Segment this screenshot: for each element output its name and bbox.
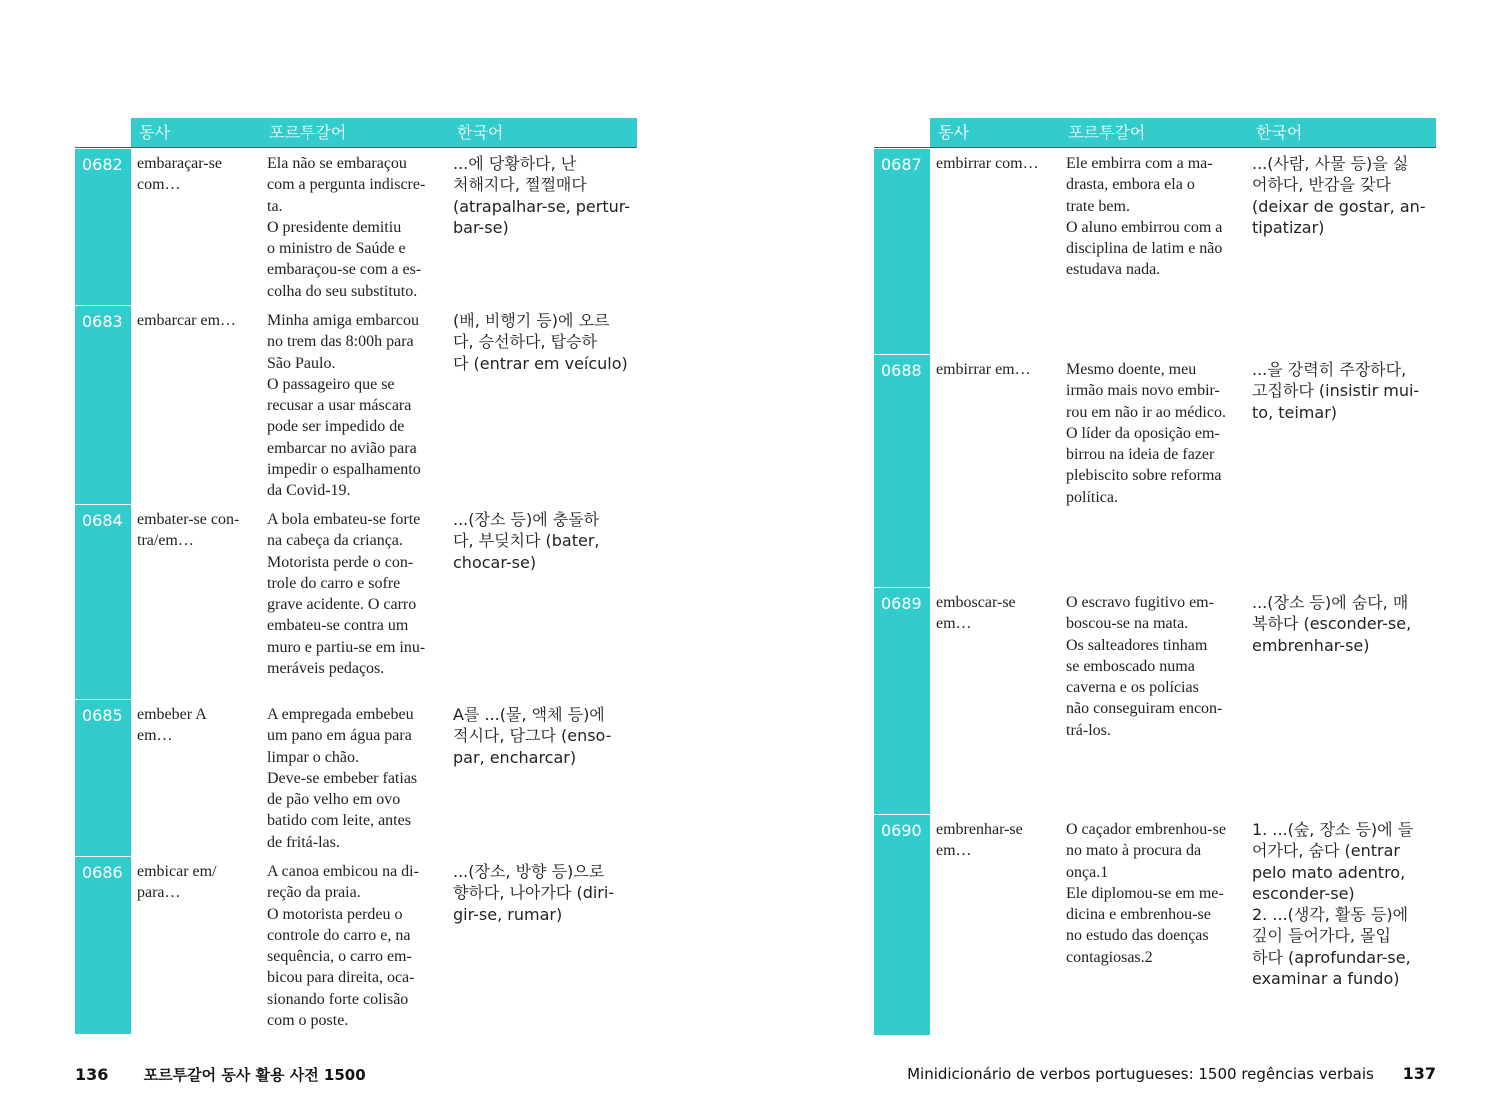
- verb-cell: [131, 856, 261, 1034]
- entry-row: [75, 699, 637, 856]
- korean-cell: [449, 305, 637, 504]
- korean-cell: [1248, 148, 1436, 354]
- example-cell-line: Minha amiga embarcou: [267, 312, 419, 329]
- example-cell: [261, 699, 449, 856]
- entry-row: [75, 148, 637, 305]
- verb-cell-line: embirrar com…: [936, 155, 1039, 172]
- korean-cell-line: (deixar de gostar, an-: [1252, 196, 1426, 216]
- example-cell-line: O passageiro que se: [267, 375, 395, 393]
- entry-row: [874, 814, 1436, 1035]
- example-cell-line: trate bem.: [1066, 197, 1130, 215]
- korean-cell-line: A를 ...(물, 액체 등)에: [453, 705, 605, 724]
- korean-cell-line: 깊이 들어가다, 몰입: [1252, 926, 1391, 946]
- header-korean: 한국어: [449, 118, 637, 147]
- example-cell: [1060, 587, 1248, 814]
- entry-row: [75, 305, 637, 504]
- example-cell-line: disciplina de latim e não: [1066, 240, 1223, 258]
- verb-cell-line: embrenhar-se: [936, 821, 1023, 838]
- entry-number: 0689: [874, 587, 930, 814]
- example-cell-line: controle do carro e, na: [267, 926, 411, 944]
- example-cell-line: bicou para direita, oca-: [267, 969, 415, 987]
- example-cell: [261, 148, 449, 305]
- example-cell-line: impedir o espalhamento: [267, 461, 421, 479]
- page-number: 136: [75, 1065, 109, 1084]
- example-cell-line: na cabeça da criança.: [267, 532, 403, 550]
- example-cell-line: O líder da oposição em-: [1066, 424, 1220, 442]
- entry-number: 0685: [75, 699, 131, 856]
- korean-cell-line: to, teimar): [1252, 402, 1338, 422]
- example-cell-line: limpar o chão.: [267, 748, 359, 766]
- example-cell-line: caverna e os polícias: [1066, 679, 1199, 697]
- entry-list: [75, 148, 637, 1034]
- entry-row: [75, 504, 637, 699]
- header-verb: 동사: [131, 118, 261, 147]
- example-cell-line: birrou na ideia de fazer: [1066, 446, 1215, 464]
- example-cell-line: grave acidente. O carro: [267, 596, 417, 614]
- korean-cell-line: gir-se, rumar): [453, 904, 563, 924]
- entry-row: [75, 856, 637, 1034]
- example-cell-line: muro e partiu-se em inu-: [267, 638, 426, 656]
- example-cell-line: Motorista perde o con-: [267, 553, 414, 571]
- korean-cell-line: esconder-se): [1252, 883, 1355, 903]
- header-verb: 동사: [930, 118, 1060, 147]
- korean-cell-line: 다 (entrar em veículo): [453, 353, 628, 373]
- verb-cell-line: com…: [137, 176, 181, 194]
- example-cell-line: com a pergunta indiscre-: [267, 176, 426, 194]
- korean-cell-line: 적시다, 담그다 (enso-: [453, 726, 612, 746]
- korean-cell-line: 1. ...(숲, 장소 등)에 들: [1252, 820, 1414, 839]
- entry-row: [874, 587, 1436, 814]
- example-cell: [1060, 354, 1248, 587]
- example-cell-line: trole do carro e sofre: [267, 574, 401, 592]
- example-cell-line: o ministro de Saúde e: [267, 240, 406, 258]
- verb-cell-line: embicar em/: [137, 863, 217, 880]
- korean-cell-line: ...을 강력히 주장하다,: [1252, 360, 1407, 379]
- korean-cell-line: 다, 승선하다, 탑승하: [453, 332, 597, 352]
- korean-cell-line: ...(장소 등)에 숨다, 매: [1252, 593, 1409, 612]
- korean-cell-line: 복하다 (esconder-se,: [1252, 614, 1412, 634]
- entry-row: [874, 354, 1436, 587]
- korean-cell: [449, 148, 637, 305]
- example-cell-line: A empregada embebeu: [267, 706, 414, 723]
- example-cell-line: Ele diplomou-se em me-: [1066, 884, 1224, 902]
- verb-cell-line: para…: [137, 884, 181, 902]
- korean-cell-line: (배, 비행기 등)에 오르: [453, 311, 610, 330]
- example-cell-line: trá-los.: [1066, 721, 1111, 739]
- example-cell-line: plebiscito sobre reforma: [1066, 467, 1222, 485]
- verb-cell: [930, 148, 1060, 354]
- example-cell-line: O escravo fugitivo em-: [1066, 594, 1214, 611]
- korean-cell-line: par, encharcar): [453, 747, 577, 767]
- example-cell-line: Os salteadores tinham: [1066, 636, 1208, 654]
- example-cell-line: contagiosas.2: [1066, 948, 1153, 966]
- verb-cell: [131, 148, 261, 305]
- table-header: [874, 118, 1436, 148]
- example-cell-line: com o poste.: [267, 1012, 349, 1030]
- verb-cell-line: embirrar em…: [936, 361, 1031, 378]
- example-cell-line: reção da praia.: [267, 884, 361, 902]
- example-cell-line: Mesmo doente, meu: [1066, 361, 1197, 378]
- korean-cell-line: ...에 당황하다, 난: [453, 154, 577, 173]
- footer-right: [907, 1064, 1436, 1083]
- example-cell-line: drasta, embora ela o: [1066, 176, 1195, 194]
- verb-cell-line: embarcar em…: [137, 312, 237, 329]
- entry-number: 0690: [874, 814, 930, 1035]
- korean-cell: [1248, 587, 1436, 814]
- example-cell-line: Ela não se embaraçou: [267, 155, 407, 172]
- korean-cell-line: 2. ...(생각, 활동 등)에: [1252, 905, 1409, 925]
- example-cell-line: estudava nada.: [1066, 261, 1161, 279]
- entry-number: 0687: [874, 148, 930, 354]
- verb-cell: [131, 305, 261, 504]
- korean-cell: [449, 856, 637, 1034]
- korean-cell-line: 처해지다, 쩔쩔매다: [453, 175, 587, 195]
- example-cell-line: política.: [1066, 488, 1118, 506]
- book-title: Minidicionário de verbos portugueses: 1500 regências verbais: [907, 1065, 1374, 1083]
- left-page: [75, 118, 637, 1034]
- example-cell-line: colha do seu substituto.: [267, 282, 418, 300]
- korean-cell-line: 어가다, 숨다 (entrar: [1252, 841, 1400, 861]
- korean-cell: [1248, 814, 1436, 1035]
- entry-number: 0684: [75, 504, 131, 699]
- example-cell-line: embarcar no avião para: [267, 439, 417, 457]
- footer-left: [75, 1064, 366, 1085]
- example-cell: [1060, 814, 1248, 1035]
- korean-cell-line: chocar-se): [453, 552, 537, 572]
- korean-cell: [1248, 354, 1436, 587]
- korean-cell-line: tipatizar): [1252, 217, 1325, 237]
- korean-cell-line: 고집하다 (insistir mui-: [1252, 381, 1420, 401]
- example-cell: [261, 504, 449, 699]
- example-cell-line: O presidente demitiu: [267, 218, 402, 236]
- verb-cell-line: embeber A: [137, 706, 207, 723]
- example-cell-line: sionando forte colisão: [267, 990, 409, 1008]
- header-korean: 한국어: [1248, 118, 1436, 147]
- entry-list: [874, 148, 1436, 1035]
- verb-cell: [131, 699, 261, 856]
- header-portuguese: 포르투갈어: [1060, 118, 1248, 147]
- example-cell-line: recusar a usar máscara: [267, 397, 412, 415]
- example-cell-line: de pão velho em ovo: [267, 791, 401, 809]
- korean-cell-line: pelo mato adentro,: [1252, 862, 1406, 882]
- example-cell-line: A canoa embicou na di-: [267, 863, 419, 880]
- korean-cell-line: 어하다, 반감을 갖다: [1252, 175, 1391, 195]
- example-cell-line: Ele embirra com a ma-: [1066, 155, 1213, 172]
- entry-number: 0682: [75, 148, 131, 305]
- korean-cell-line: 다, 부딪치다 (bater,: [453, 531, 600, 551]
- example-cell-line: de fritá-las.: [267, 833, 340, 851]
- example-cell-line: no trem das 8:00h para: [267, 333, 414, 351]
- verb-cell-line: embaraçar-se: [137, 155, 222, 172]
- table-header: [75, 118, 637, 148]
- korean-cell-line: ...(장소, 방향 등)으로: [453, 862, 605, 881]
- example-cell-line: meráveis pedaços.: [267, 660, 385, 678]
- example-cell-line: um pano em água para: [267, 727, 412, 745]
- example-cell-line: não conseguiram encon-: [1066, 700, 1223, 718]
- korean-cell-line: ...(사람, 사물 등)을 싫: [1252, 154, 1409, 173]
- example-cell-line: rou em não ir ao médico.: [1066, 403, 1226, 421]
- example-cell-line: dicina e embrenhou-se: [1066, 906, 1211, 924]
- example-cell-line: se emboscado numa: [1066, 657, 1195, 675]
- verb-cell-line: em…: [936, 615, 972, 633]
- verb-cell: [930, 814, 1060, 1035]
- example-cell: [1060, 148, 1248, 354]
- example-cell-line: Deve-se embeber fatias: [267, 769, 418, 787]
- example-cell-line: A bola embateu-se forte: [267, 511, 421, 528]
- korean-cell-line: (atrapalhar-se, pertur-: [453, 196, 631, 216]
- verb-cell-line: embater-se con-: [137, 511, 240, 528]
- example-cell-line: O motorista perdeu o: [267, 905, 403, 923]
- korean-cell: [449, 699, 637, 856]
- example-cell-line: São Paulo.: [267, 354, 336, 372]
- page-number: 137: [1402, 1064, 1436, 1083]
- example-cell-line: ta.: [267, 197, 283, 215]
- verb-cell: [930, 587, 1060, 814]
- example-cell: [261, 305, 449, 504]
- verb-cell: [930, 354, 1060, 587]
- korean-cell-line: examinar a fundo): [1252, 969, 1400, 989]
- example-cell-line: no estudo das doenças: [1066, 927, 1209, 945]
- entry-number: 0683: [75, 305, 131, 504]
- right-page: [874, 118, 1436, 1035]
- korean-cell-line: embrenhar-se): [1252, 635, 1370, 655]
- verb-cell-line: tra/em…: [137, 532, 194, 550]
- entry-number: 0688: [874, 354, 930, 587]
- example-cell-line: embaraçou-se com a es-: [267, 261, 422, 279]
- example-cell-line: batido com leite, antes: [267, 812, 411, 830]
- example-cell-line: boscou-se na mata.: [1066, 615, 1189, 633]
- verb-cell-line: em…: [936, 842, 972, 860]
- example-cell-line: sequência, o carro em-: [267, 948, 412, 966]
- entry-number: 0686: [75, 856, 131, 1034]
- example-cell-line: irmão mais novo embir-: [1066, 382, 1220, 400]
- example-cell: [261, 856, 449, 1034]
- example-cell-line: onça.1: [1066, 863, 1109, 881]
- book-title: 포르투갈어 동사 활용 사전 1500: [143, 1066, 366, 1084]
- example-cell-line: O aluno embirrou com a: [1066, 218, 1223, 236]
- header-portuguese: 포르투갈어: [261, 118, 449, 147]
- verb-cell-line: emboscar-se: [936, 594, 1016, 611]
- example-cell-line: no mato à procura da: [1066, 842, 1202, 860]
- korean-cell-line: 하다 (aprofundar-se,: [1252, 947, 1411, 967]
- korean-cell-line: bar-se): [453, 217, 509, 237]
- example-cell-line: pode ser impedido de: [267, 418, 405, 436]
- entry-row: [874, 148, 1436, 354]
- example-cell-line: O caçador embrenhou-se: [1066, 821, 1226, 838]
- korean-cell-line: ...(장소 등)에 충돌하: [453, 510, 600, 529]
- korean-cell-line: 향하다, 나아가다 (diri-: [453, 883, 615, 903]
- verb-cell-line: em…: [137, 727, 173, 745]
- example-cell-line: embateu-se contra um: [267, 617, 409, 635]
- verb-cell: [131, 504, 261, 699]
- korean-cell: [449, 504, 637, 699]
- example-cell-line: da Covid-19.: [267, 482, 351, 500]
